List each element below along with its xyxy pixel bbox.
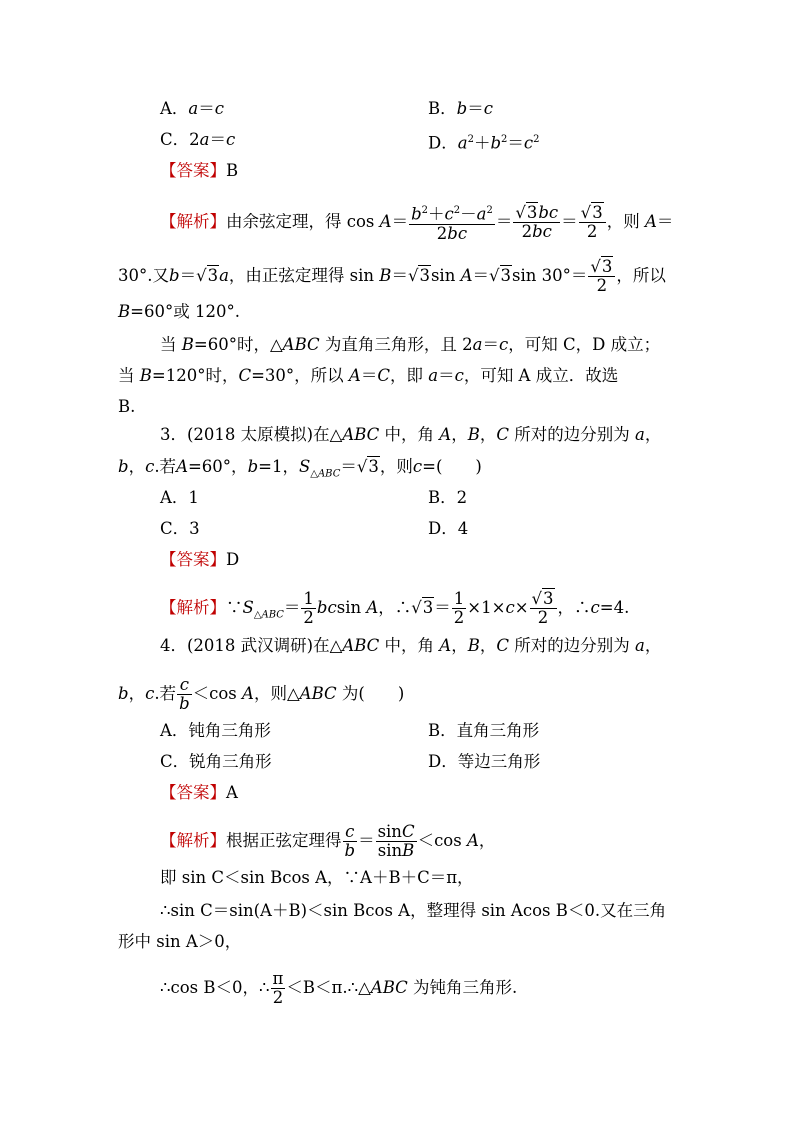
q3-option-a: A．1 xyxy=(160,488,199,507)
q3-option-b: B．2 xyxy=(428,488,468,507)
q4-analysis-line5: ∴cos B＜0，∴ $\frac{\pi}{2}$ ＜B＜π.∴△ABC 为钝角三角形. xyxy=(160,969,518,1007)
q2-option-c: C．2a＝c xyxy=(160,130,236,149)
q3-answer: 【答案】D xyxy=(160,550,240,569)
q2-option-a: A．a＝c xyxy=(160,99,225,118)
q3-analysis: 【解析】$\because S_{\triangle ABC}=$ $\frac{1}{2}$ bcsin A，∴√3＝ $\frac{1}{2}$ ×1×c× $\frac{√3}{2}$ ，∴c=4. xyxy=(160,589,630,627)
q3-stem-line2: b，c.若A=60°，b=1，$S_{\triangle ABC}=√3$，则c=( ) xyxy=(118,457,482,480)
q2-option-d: D．$a^2+b^2=c^2$ xyxy=(428,133,540,153)
q4-analysis-line1: 【解析】根据正弦定理得 $\frac{c}{b}$ ＝ $\frac{\sin C}{\sin B}$ ＜cos A， xyxy=(160,822,496,860)
q2-analysis-line6: B. xyxy=(118,397,136,416)
q4-option-d: D．等边三角形 xyxy=(428,752,541,771)
q2-option-b: B．b＝c xyxy=(428,99,493,118)
q2-answer: 【答案】B xyxy=(160,161,239,180)
q3-stem-line1: 3．(2018 太原模拟)在△ABC 中，角 A，B，C 所对的边分别为 a， xyxy=(160,425,662,444)
q2-analysis-line4: 当 B=60°时，△ABC 为直角三角形，且 2a＝c，可知 C，D 成立； xyxy=(160,335,661,354)
q4-option-c: C．锐角三角形 xyxy=(160,752,272,771)
q2-analysis-line1: 【解析】由余弦定理，得 cos A＝ $\frac{b^2+c^2-a^2}{2bc}$ ＝ $\frac{√3bc}{2bc}$ ＝ $\frac{√3}{2}$ ，则 A＝ xyxy=(160,202,674,243)
q3-option-d: D．4 xyxy=(428,519,469,538)
q4-option-a: A．钝角三角形 xyxy=(160,721,271,740)
q4-analysis-line4: 形中 sin A＞0， xyxy=(118,932,242,951)
q4-stem-line2: b，c.若 $\frac{c}{b}$ ＜cos A，则△ABC 为( ) xyxy=(118,675,405,713)
q3-option-c: C．3 xyxy=(160,519,200,538)
q4-analysis-line2: 即 sin C＜sin Bcos A，∵A＋B＋C＝π， xyxy=(160,868,474,887)
q4-option-b: B．直角三角形 xyxy=(428,721,540,740)
q4-analysis-line3: ∴sin C＝sin(A＋B)＜sin Bcos A，整理得 sin Acos B＜0.又在三角 xyxy=(160,901,667,920)
q2-analysis-line3: B=60°或 120°. xyxy=(118,302,240,321)
q2-analysis-line2: 30°.又b＝√3a，由正弦定理得 sin B＝√3sin A＝√3sin 30°＝ $\frac{√3}{2}$ ，所以 xyxy=(118,257,666,295)
q2-analysis-line5: 当 B=120°时，C=30°，所以 A＝C，即 a＝c，可知 A 成立．故选 xyxy=(118,366,619,385)
q4-answer: 【答案】A xyxy=(160,783,238,802)
q4-stem-line1: 4．(2018 武汉调研)在△ABC 中，角 A，B，C 所对的边分别为 a， xyxy=(160,636,662,655)
